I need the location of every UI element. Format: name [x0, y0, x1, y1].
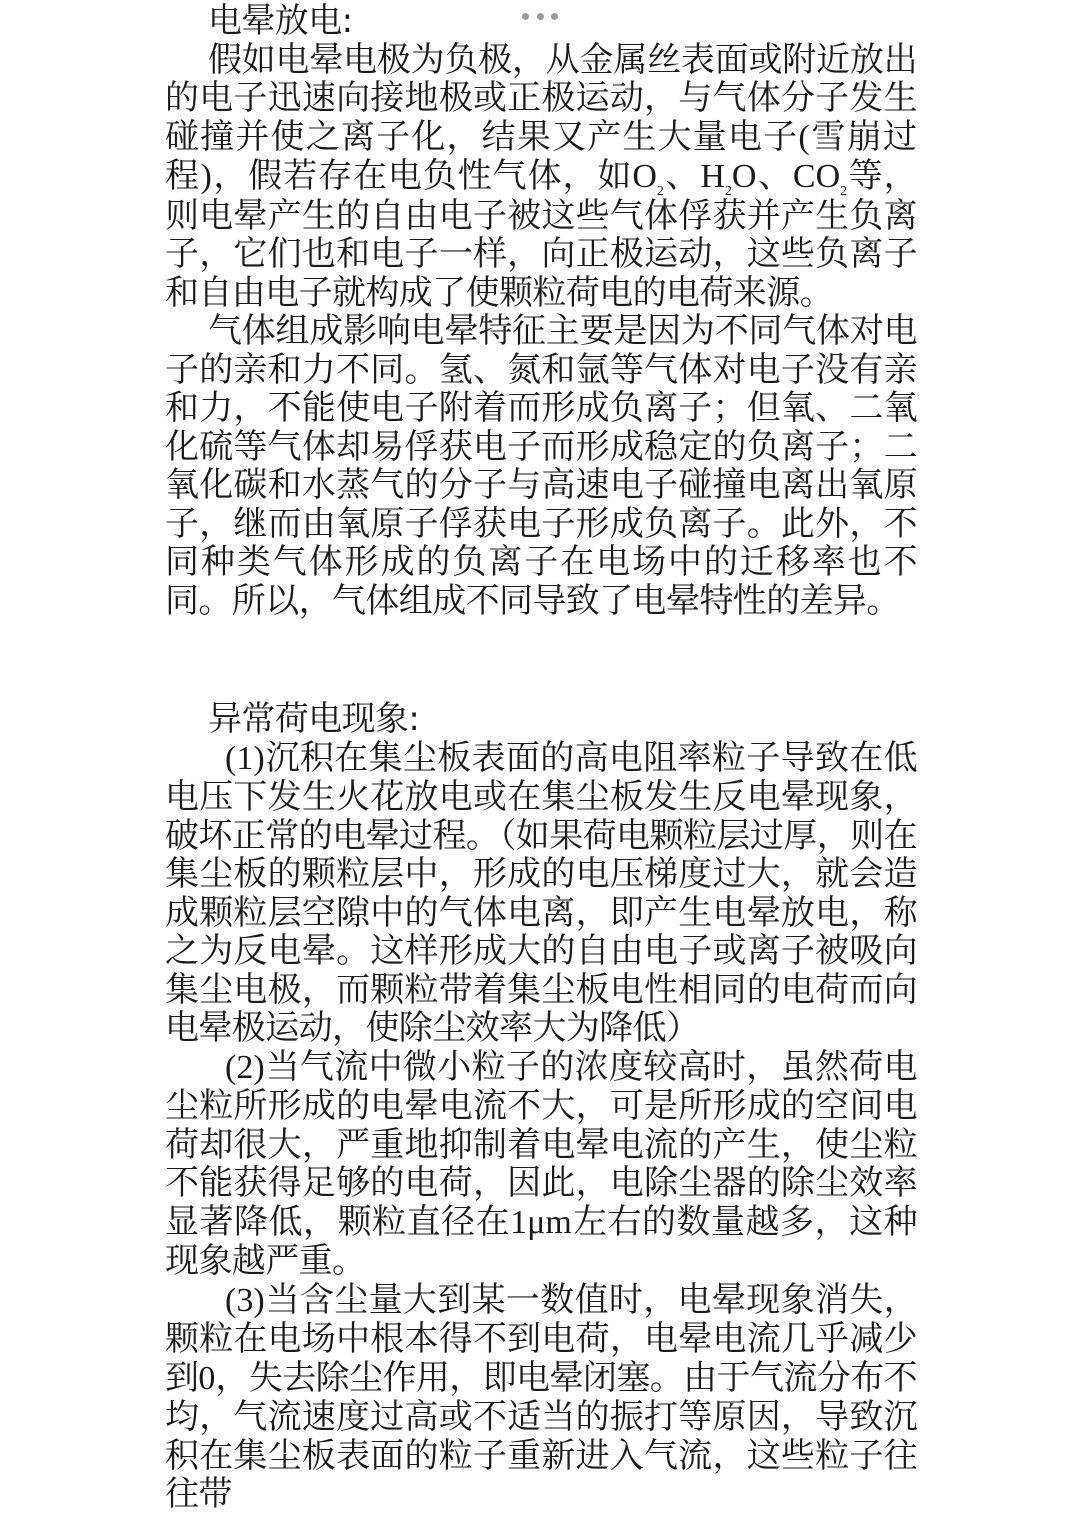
formula-co2: [793, 158, 847, 195]
paragraph-text: 当含尘量大到某一数值时，电晕现象消失，颗粒在电场中根本得不到电荷，电晕电流几乎减少到: [165, 1280, 917, 1398]
section-gap: [165, 620, 917, 700]
paragraph-text: 当气流中微小粒子的浓度较高时，虽然荷电尘粒所形成的电晕电流不大，可是所形成的空间电荷却很大，严重地抑制着电晕电流的产生，使尘粒不能获得足够的电荷，因此，电除尘器的除尘效率显著降低，颗粒直径在: [165, 1047, 917, 1242]
formula-text: H: [700, 158, 725, 195]
list-number: (2): [225, 1049, 265, 1086]
list-item-2: [165, 1048, 917, 1281]
separator: 、: [664, 156, 700, 196]
list-item-1: [165, 739, 917, 1048]
particle-size: 1μm: [510, 1204, 572, 1241]
list-item-3: [165, 1281, 917, 1514]
paragraph-text: 左右的数量越多，这种现象越严重。: [165, 1202, 917, 1282]
formula-subscript: 2: [725, 184, 732, 199]
paragraph-text: 气体组成影响电晕特征主要是因为不同气体对电子的亲和力不同。氢、氮和氩等气体对电子没有亲和力，不能使电子附着而形成负离子；但氧、二氧化硫等气体却易俘获电子而形成稳定的负离子；二氧化碳和水蒸气的分子与高速电子碰撞电离出氧原子，继而由氧原子俘获电子形成负离子。此外，不同种类气体形成的负离子在电场中的迁移率也不同。所以，气体组成不同导致了电晕特性的差异。: [165, 311, 917, 621]
document-body: [165, 2, 917, 1514]
formula-text: O: [732, 158, 757, 195]
heading-text: 电晕放电:: [208, 1, 352, 41]
formula-h2o: [700, 158, 756, 195]
paragraph-corona-2: [165, 312, 917, 620]
paragraph-text: ，失去除尘作用，即电晕闭塞。由于气流分布不均，气流速度过高或不适当的振打等原因，导致沉积在集尘板表面的粒子重新进入气流，这些粒子往往带: [165, 1358, 917, 1514]
paragraph-text: ，假若存在电负性气体，如: [212, 156, 633, 196]
paragraph-text: (雪崩过程): [165, 119, 917, 196]
value-zero: 0: [198, 1360, 215, 1397]
heading-text: 异常荷电现象:: [208, 699, 419, 739]
paragraph-text: 假如电晕电极为负极，从金属丝表面或附近放出的电子迅速向接地极或正极运动，与气体分子发生碰撞并使之离子化，结果又产生大量电子: [165, 40, 917, 157]
separator: 、: [756, 156, 792, 196]
list-number: (1): [225, 740, 265, 777]
formula-o2: [632, 158, 664, 195]
section-heading-corona: [165, 2, 917, 41]
formula-text: CO: [793, 158, 840, 195]
paragraph-text: 等，则电晕产生的自由电子被这些气体俘获并产生负离子，它们也和电子一样，向正极运动，这些负离子和自由电子就构成了使颗粒荷电的电荷来源。: [165, 156, 917, 313]
paragraph-text: 沉积在集尘板表面的高电阻率粒子导致在低电压下发生火花放电或在集尘板发生反电晕现象，破坏正常的电晕过程。（如果荷电颗粒层过厚，则在集尘板的颗粒层中，形成的电压梯度过大，就会造成颗粒层空隙中的气体电离，即产生电晕放电，称之为反电晕。这样形成大的自由电子或离子被吸向集尘电极，而颗粒带着集尘板电性相同的电荷而向电晕极运动，使除尘效率大为降低）: [165, 738, 917, 1049]
formula-subscript: 2: [840, 184, 847, 199]
list-number: (3): [225, 1282, 265, 1319]
formula-text: O: [632, 158, 657, 195]
section-heading-abnormal-charging: [165, 700, 917, 739]
formula-subscript: 2: [657, 184, 664, 199]
paragraph-corona-1: [165, 41, 917, 313]
